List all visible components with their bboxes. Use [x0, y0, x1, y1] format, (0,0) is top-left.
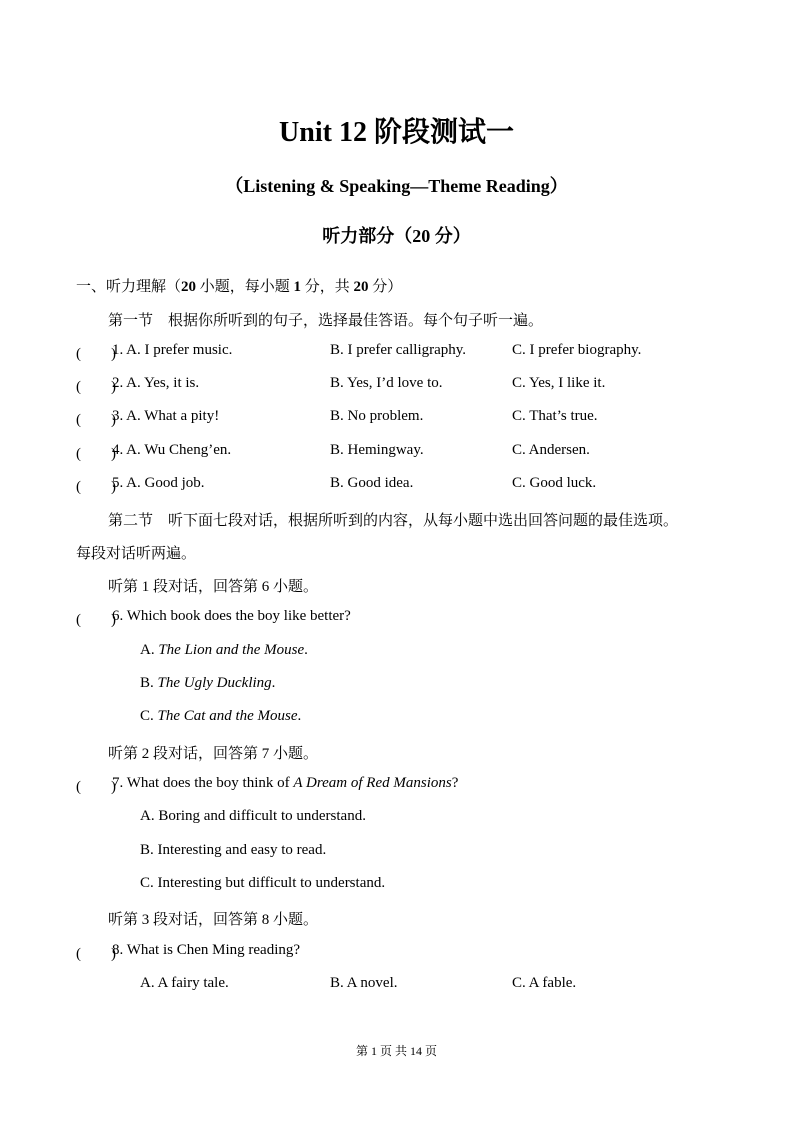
q6-option-c-letter: C. [140, 708, 158, 724]
part1-heading-total: 20 [353, 279, 369, 295]
q8-paren[interactable]: ( ) [76, 946, 116, 962]
q3-option-c: C. That’s true. [512, 408, 598, 424]
q6-option-c-title: The Cat and the Mouse [157, 708, 298, 724]
q6-option-a-letter: A. [140, 642, 159, 658]
q3-option-a: 3. A. What a pity! [112, 408, 220, 424]
q2-option-a: 2. A. Yes, it is. [112, 375, 200, 391]
q5-option-b: B. Good idea. [330, 475, 414, 491]
q3-paren[interactable]: ( ) [76, 412, 116, 428]
q4-option-a: 4. A. Wu Cheng’en. [112, 442, 232, 458]
q7-option-a: A. Boring and difficult to understand. [140, 808, 366, 824]
q8-question: 8. What is Chen Ming reading? [112, 942, 301, 958]
section1-instruction: 第一节 根据你所听到的句子，选择最佳答语。每个句子听一遍。 [108, 313, 544, 329]
q2-option-c: C. Yes, I like it. [512, 375, 606, 391]
q7-question [112, 775, 458, 792]
part1-heading [76, 275, 402, 296]
q7-question-post: ? [451, 775, 459, 791]
q6-question: 6. Which book does the boy like better? [112, 608, 351, 624]
q7-paren[interactable]: ( ) [76, 779, 116, 795]
part1-heading-prefix: 一、听力理解（ [76, 279, 182, 295]
q7-option-b: B. Interesting and easy to read. [140, 842, 327, 858]
q6-option-b-letter: B. [140, 675, 158, 691]
page-title: Unit 12 阶段测试一 [279, 117, 514, 148]
q7-option-c: C. Interesting but difficult to understand. [140, 875, 386, 891]
section2-instruction-line2: 每段对话听两遍。 [76, 546, 197, 562]
q7-question-pre: 7. What does the boy think of [112, 775, 294, 791]
part1-heading-suffix: 分） [368, 279, 403, 295]
section2-instruction-line1: 第二节 听下面七段对话，根据所听到的内容，从每小题中选出回答问题的最佳选项。 [108, 513, 679, 529]
q7-question-book-title: A Dream of Red Mansions [293, 775, 452, 791]
q6-option-b-end: . [271, 675, 276, 691]
q4-paren[interactable]: ( ) [76, 446, 116, 462]
q6-option-b [140, 675, 275, 692]
q1-option-b: B. I prefer calligraphy. [330, 342, 467, 358]
dialogue1-intro: 听第 1 段对话，回答第 6 小题。 [108, 579, 319, 595]
q6-option-c-end: . [297, 708, 302, 724]
q1-option-c: C. I prefer biography. [512, 342, 642, 358]
dialogue2-intro: 听第 2 段对话，回答第 7 小题。 [108, 746, 319, 762]
q2-option-b: B. Yes, I’d love to. [330, 375, 443, 391]
q6-option-a-title: The Lion and the Mouse [158, 642, 305, 658]
dialogue3-intro: 听第 3 段对话，回答第 8 小题。 [108, 912, 319, 928]
part1-heading-count: 20 [181, 279, 197, 295]
q5-paren[interactable]: ( ) [76, 479, 116, 495]
part1-heading-mid1: 小题，每小题 [196, 279, 294, 295]
section-heading: 听力部分（20 分） [322, 226, 471, 246]
page-subtitle: （Listening & Speaking—Theme Reading） [225, 176, 568, 196]
q8-option-c: C. A fable. [512, 975, 577, 991]
q3-option-b: B. No problem. [330, 408, 424, 424]
q6-option-a-end: . [304, 642, 308, 658]
part1-heading-points-each: 1 [293, 279, 302, 295]
page-footer: 第 1 页 共 14 页 [355, 1044, 437, 1058]
q8-option-b: B. A novel. [330, 975, 398, 991]
q5-option-c: C. Good luck. [512, 475, 597, 491]
q4-option-b: B. Hemingway. [330, 442, 424, 458]
q8-option-a: A. A fairy tale. [140, 975, 229, 991]
q6-option-b-title: The Ugly Duckling [157, 675, 272, 691]
q5-option-a: 5. A. Good job. [112, 475, 205, 491]
q1-option-a: 1. A. I prefer music. [112, 342, 233, 358]
q2-paren[interactable]: ( ) [76, 379, 116, 395]
q6-option-c [140, 708, 301, 725]
q6-option-a [140, 642, 308, 659]
q1-paren[interactable]: ( ) [76, 346, 116, 362]
q6-paren[interactable]: ( ) [76, 612, 116, 628]
q4-option-c: C. Andersen. [512, 442, 590, 458]
part1-heading-mid2: 分，共 [301, 279, 354, 295]
